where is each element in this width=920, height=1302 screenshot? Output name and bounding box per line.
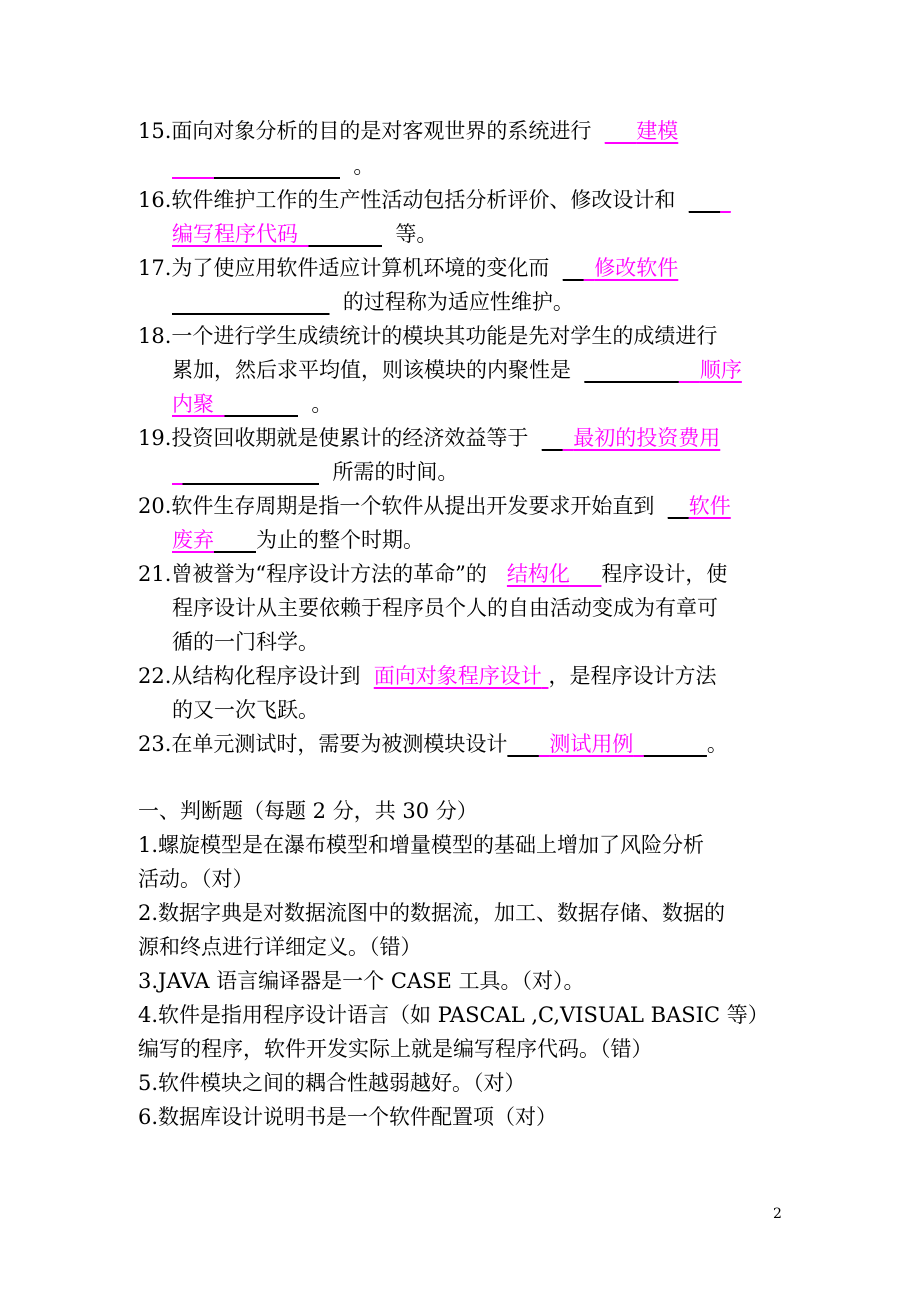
question-18-line-3 <box>172 389 332 419</box>
question-tail: 。 <box>311 392 333 416</box>
answer-blank: ___ <box>688 188 721 212</box>
question-text: 程序设计，使 <box>601 562 728 586</box>
answer-blank: __ <box>562 256 584 280</box>
question-text: ，是程序设计方法 <box>548 664 717 688</box>
question-text: 面向对象分析的目的是对客观世界的系统进行 <box>171 119 592 143</box>
question-text: 程序设计从主要依赖于程序员个人的自由活动变成为有章可 <box>172 596 718 620</box>
answer-blank: _______ <box>224 392 298 416</box>
answer-blank: _________ <box>584 358 679 382</box>
question-text: 的又一次飞跃。 <box>172 698 319 722</box>
question-21-line-1 <box>138 559 727 589</box>
question-text: 软件生存周期是指一个软件从提出开发要求开始直到 <box>171 494 655 518</box>
answer-blank: _______________ <box>172 290 330 314</box>
question-18-line-2 <box>172 355 742 385</box>
answer-blank: _ <box>720 188 731 212</box>
judgment-item-2-line-1: 2.数据字典是对数据流图中的数据流，加工、数据存储、数据的 <box>138 901 726 925</box>
judgment-item-1-line-1: 1.螺旋模型是在瀑布模型和增量模型的基础上增加了风险分析 <box>138 833 705 857</box>
question-tail: 。 <box>706 732 728 756</box>
answer-blank: ___ <box>604 119 637 143</box>
question-tail: 的过程称为适应性维护。 <box>342 290 574 314</box>
question-17-line-2 <box>172 287 574 317</box>
judgment-heading: 一、判断题（每题 2 分，共 30 分） <box>138 799 478 823</box>
answer-text: 内聚 <box>172 392 214 416</box>
answer-text: 废弃 <box>172 528 214 552</box>
answer-blank: _ <box>633 732 644 756</box>
question-text: 软件维护工作的生产性活动包括分析评价、修改设计和 <box>171 188 676 212</box>
question-tail: 为止的整个时期。 <box>256 528 424 552</box>
question-text: 在单元测试时，需要为被测模块设计 <box>171 732 508 756</box>
answer-blank: __ <box>678 358 700 382</box>
answer-text: 建模 <box>636 119 679 143</box>
answer-blank: __ <box>667 494 689 518</box>
question-text: 投资回收期就是使累计的经济效益等于 <box>171 426 529 450</box>
answer-text: 软件 <box>688 494 731 518</box>
answer-text: 面向对象程序设计 <box>373 664 542 688</box>
question-text: 为了使应用软件适应计算机环境的变化而 <box>171 256 550 280</box>
question-number: 23. <box>138 732 172 756</box>
answer-blank: _ <box>298 222 309 246</box>
answer-blank: _ <box>562 426 574 450</box>
answer-text: 编写程序代码 <box>172 222 298 246</box>
answer-blank: _ <box>538 732 550 756</box>
judgment-item-6: 6.数据库设计说明书是一个软件配置项（对） <box>138 1105 558 1129</box>
answer-text: 顺序 <box>699 358 742 382</box>
question-22-line-2 <box>172 695 319 725</box>
question-22-line-1 <box>138 661 716 691</box>
question-number: 15. <box>138 119 172 143</box>
answer-blank: ____ <box>172 154 214 178</box>
question-tail: 所需的时间。 <box>332 460 459 484</box>
question-number: 18. <box>138 324 172 348</box>
question-16-line-1 <box>138 185 731 215</box>
answer-blank: ______ <box>643 732 707 756</box>
question-number: 19. <box>138 426 172 450</box>
question-number: 16. <box>138 188 172 212</box>
question-21-line-3 <box>172 627 319 657</box>
answer-blank: _ <box>214 392 225 416</box>
judgment-item-1-line-2: 活动。（对） <box>138 867 254 891</box>
question-15-line-2 <box>172 151 374 181</box>
question-text: 累加，然后求平均值，则该模块的内聚性是 <box>172 358 571 382</box>
answer-blank: __ <box>541 426 563 450</box>
answer-blank: _______ <box>308 222 382 246</box>
answer-text: 结构化 <box>506 562 570 586</box>
question-21-line-2 <box>172 593 718 623</box>
answer-blank: _ <box>172 460 183 484</box>
question-17-line-1 <box>138 253 678 283</box>
answer-blank: _ <box>583 256 595 280</box>
answer-text: 修改软件 <box>594 256 679 280</box>
answer-blank: ___ <box>507 732 539 756</box>
answer-text: 最初的投资费用 <box>573 426 721 450</box>
question-23-line-1 <box>138 729 728 759</box>
answer-blank: _____________ <box>182 460 319 484</box>
question-tail: 。 <box>353 154 375 178</box>
question-text: 曾被誉为“程序设计方法的革命”的 <box>171 562 487 586</box>
answer-text: 测试用例 <box>549 732 634 756</box>
question-number: 21. <box>138 562 172 586</box>
judgment-item-4-line-1: 4.软件是指用程序设计语言（如 PASCAL ,C,VISUAL BASIC 等） <box>138 1003 769 1027</box>
judgment-item-2-line-2: 源和终点进行详细定义。（错） <box>138 935 422 959</box>
judgment-item-5: 5.软件模块之间的耦合性越弱越好。（对） <box>138 1071 526 1095</box>
answer-blank: ____ <box>214 528 256 552</box>
question-18-line-1 <box>138 321 717 351</box>
question-number: 17. <box>138 256 172 280</box>
question-19-line-1 <box>138 423 720 453</box>
question-20-line-2 <box>172 525 424 555</box>
question-text: 循的一门科学。 <box>172 630 319 654</box>
question-number: 20. <box>138 494 172 518</box>
question-text: 从结构化程序设计到 <box>171 664 361 688</box>
answer-blank: ___ <box>569 562 602 586</box>
question-19-line-2 <box>172 457 458 487</box>
judgment-item-3: 3.JAVA 语言编译器是一个 CASE 工具。（对）。 <box>138 969 585 993</box>
question-number: 22. <box>138 664 172 688</box>
page-number: 2 <box>773 1206 782 1222</box>
question-tail: 等。 <box>395 222 438 246</box>
question-16-line-2 <box>172 219 437 249</box>
question-text: 一个进行学生成绩统计的模块其功能是先对学生的成绩进行 <box>171 324 718 348</box>
question-20-line-1 <box>138 491 731 521</box>
question-15-line-1 <box>138 116 678 146</box>
judgment-item-4-line-2: 编写的程序，软件开发实际上就是编写程序代码。（错） <box>138 1037 653 1061</box>
answer-blank: ____________ <box>214 154 340 178</box>
